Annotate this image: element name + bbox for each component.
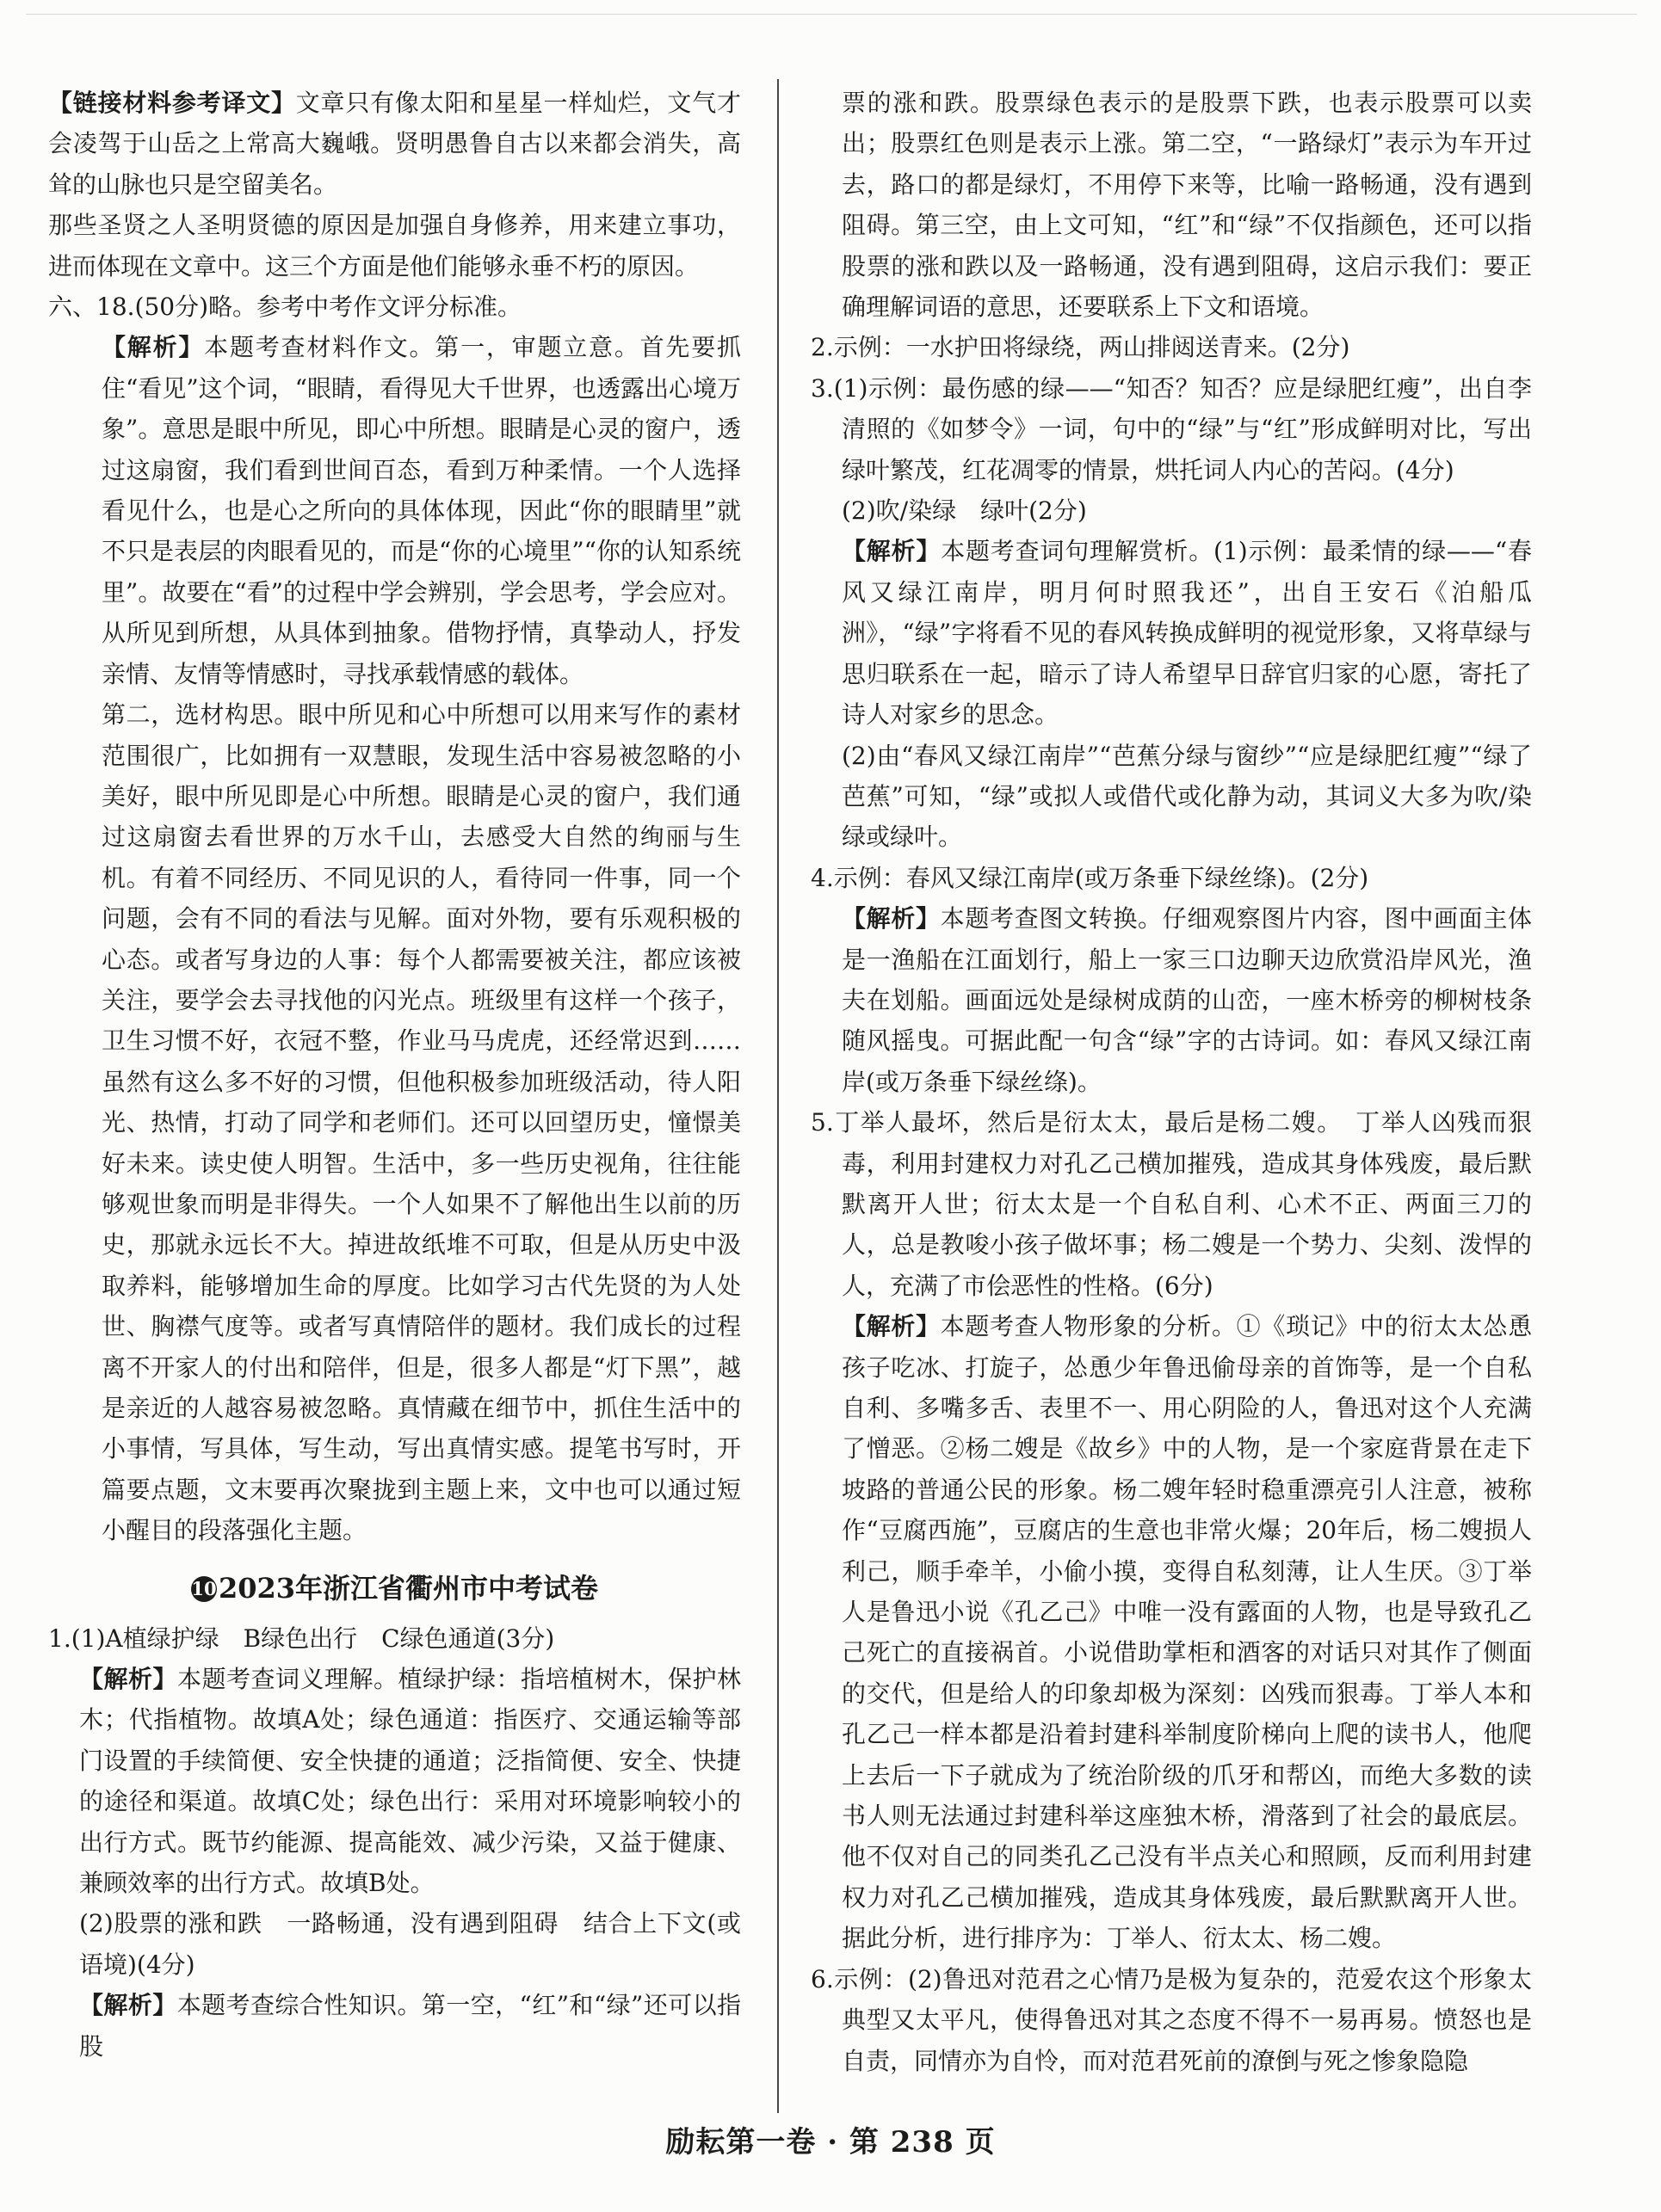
q1-2-analysis <box>48 1985 741 2067</box>
q1-number: 1. <box>48 1624 71 1653</box>
q5-number: 5. <box>811 1108 834 1137</box>
q1-2-analysis-continued: 票的涨和跌。股票绿色表示的是股票下跌，也表示股票可以卖出；股票红色则是表示上涨。第二空，“一路绿灯”表示为车开过去，路口的都是绿灯，不用停下来等，比喻一路畅通，没有遇到阻碍。第三空，由上文可知，“红”和“绿”不仅指颜色，还可以指股票的涨和跌以及一路畅通，没有遇到阻碍，这启示我们：要正确理解词语的意思，还要联系上下文和语境。 <box>842 89 1532 322</box>
q1-1-item <box>48 1618 741 1659</box>
q4-text: 示例：春风又绿江南岸(或万条垂下绿丝绦)。(2分) <box>833 863 1369 892</box>
q4-analysis-text: 本题考查图文转换。仔细观察图片内容，图中画面主体是一渔船在江面划行，船上一家三口边聊天边欣赏沿岸风光，渔夫在划船。画面远处是绿树成荫的山峦，一座木桥旁的柳树枝条随风摇曳。可据此配一句含“绿”字的古诗词。如：春风又绿江南岸(或万条垂下绿丝绦)。 <box>842 904 1532 1096</box>
page-footer: 励耘第一卷 · 第 238 页 <box>665 2125 996 2160</box>
q5-analysis <box>811 1306 1532 1959</box>
top-rule <box>26 14 1637 15</box>
q2-item <box>811 327 1532 367</box>
q6-text: 示例：(2)鲁迅对范君之心情乃是极为复杂的，范爱农这个形象太典型又太平凡，使得鲁迅对其之态度不得不一易再易。愤怒也是自责，同情亦为自怜，而对范君死前的潦倒与死之惨象隐隐 <box>833 1964 1532 2075</box>
section-title <box>48 1563 741 1613</box>
q6-number: 6. <box>811 1964 834 1993</box>
right-column <box>811 83 1532 2081</box>
q1-2-analysis-tag: 【解析】 <box>79 1991 177 2020</box>
q18-analysis-tag: 【解析】 <box>102 333 205 362</box>
q3-analysis-tag: 【解析】 <box>842 537 942 566</box>
q3-1-text: (1)示例：最伤感的绿——“知否？知否？应是绿肥红瘦”，出自李清照的《如梦令》一词，句中的“绿”与“红”形成鲜明对比，写出绿叶繁茂，红花凋零的情景，烘托词人内心的苦闷。(4分) <box>833 373 1532 484</box>
q18-analysis-text-2: 第二，选材构思。眼中所见和心中所想可以用来写作的素材范围很广，比如拥有一双慧眼，发现生活中容易被忽略的小美好，眼中所见即是心中所想。眼睛是心灵的窗户，我们通过这扇窗去看世界的万水千山，去感受大自然的绚丽与生机。有着不同经历、不同见识的人，看待同一件事，同一个问题，会有不同的看法与见解。面对外物，要有乐观积极的心态。或者写身边的人事：每个人都需要被关注，都应该被关注，要学会去寻找他的闪光点。班级里有这样一个孩子，卫生习惯不好，衣冠不整，作业马马虎虎，还经常迟到……虽然有这么多不好的习惯，但他积极参加班级活动，待人阳光、热情，打动了同学和老师们。还可以回望历史，憧憬美好未来。读史使人明智。生活中，多一些历史视角，往往能够观世象而明是非得失。一个人如果不了解他出生以前的历史，那就永远长不大。掉进故纸堆不可取，但是从历史中汲取养料，能够增加生命的厚度。比如学习古代先贤的为人处世、胸襟气度等。或者写真情陪伴的题材。我们成长的过程离不开家人的付出和陪伴，但是，很多人都是“灯下黑”，越是亲近的人越容易被忽略。真情藏在细节中，抓住生活中的小事情，写具体，写生动，写出真情实感。提笔书写时，开篇要点题，文末要再次聚拢到主题上来，文中也可以通过短小醒目的段落强化主题。 <box>102 700 741 1545</box>
q2-text: 示例：一水护田将绿绕，两山排闼送青来。(2分) <box>833 333 1350 362</box>
q18-text: (50分)略。参考中考作文评分标准。 <box>134 293 522 322</box>
q3-analysis-text-2: (2)由“春风又绿江南岸”“芭蕉分绿与窗纱”“应是绿肥红瘦”“绿了芭蕉”可知，“绿”或拟人或借代或化静为动，其词义大多为吹/染绿或绿叶。 <box>842 741 1532 852</box>
q5-analysis-text: 本题考查人物形象的分析。①《琐记》中的衍太太怂恿孩子吃冰、打旋子，怂恿少年鲁迅偷母亲的首饰等，是一个自私自利、多嘴多舌、表里不一、用心阴险的人，鲁迅对这个人充满了憎恶。②杨二嫂是《故乡》中的人物，是一个家庭背景在走下坡路的普通公民的形象。杨二嫂年轻时稳重漂亮引人注意，被称作“豆腐西施”，豆腐店的生意也非常火爆；20年后，杨二嫂损人利己，顺手牵羊，小偷小摸，变得自私刻薄，让人生厌。③丁举人是鲁迅小说《孔乙己》中唯一没有露面的人物，也是导致孔乙己死亡的直接祸首。小说借助掌柜和酒客的对话只对其作了侧面的交代，但是给人的印象却极为深刻：凶残而狠毒。丁举人本和孔乙己一样本都是沿着封建科举制度阶梯向上爬的读书人，他爬上去后一下子就成为了统治阶级的爪牙和帮凶，而绝大多数的读书人则无法通过封建科举这座独木桥，滑落到了社会的最底层。他不仅对自己的同类孔乙己没有半点关心和照顾，反而利用封建权力对孔乙己横加摧残，造成其身体残废，最后默默离开人世。据此分析，进行排序为：丁举人、衍太太、杨二嫂。 <box>842 1312 1532 1953</box>
q18-number: 六、18. <box>48 293 135 322</box>
q3-analysis-text-1: 本题考查词句理解赏析。(1)示例：最柔情的绿——“春风又绿江南岸，明月何时照我还”，出自王安石《泊船瓜洲》，“绿”字将看不见的春风转换成鲜明的视觉形象，又将草绿与思归联系在一起，暗示了诗人希望早日辞官归家的心愿，寄托了诗人对家乡的思念。 <box>842 537 1532 730</box>
q3-2-text: (2)吹/染绿 绿叶(2分) <box>842 496 1087 526</box>
q4-number: 4. <box>811 863 834 892</box>
column-divider <box>777 79 779 2113</box>
section-title-text: 2023年浙江省衢州市中考试卷 <box>218 1571 599 1605</box>
q2-number: 2. <box>811 333 834 362</box>
link-material-text: 文章只有像太阳和星星一样灿烂，文气才会凌驾于山岳之上常高大巍峨。贤明愚鲁自古以来都会消失，高耸的山脉也只是空留美名。 <box>48 89 741 199</box>
q18-analysis-text-1: 本题考查材料作文。第一，审题立意。首先要抓住“看见”这个词，“眼睛，看得见大千世界，也透露出心境万象”。意思是眼中所见，即心中所想。眼睛是心灵的窗户，透过这扇窗，我们看到世间百态，看到万种柔情。一个人选择看见什么，也是心之所向的具体体现，因此“你的眼睛里”就不只是表层的肉眼看见的，而是“你的心境里”“你的认知系统里”。故要在“看”的过程中学会辨别，学会思考，学会应对。从所见到所想，从具体到抽象。借物抒情，真挚动人，抒发亲情、友情等情感时，寻找承载情感的载体。 <box>102 333 741 688</box>
q3-item <box>811 368 1532 490</box>
q1-1-analysis-text: 本题考查词义理解。植绿护绿：指培植树木，保护林木；代指植物。故填A处；绿色通道：指医疗、交通运输等部门设置的手续简便、安全快捷的通道；泛指简便、安全、快捷的途径和渠道。故填C处；绿色出行：采用对环境影响较小的出行方式。既节约能源、提高能效、减少污染，又益于健康、兼顾效率的出行方式。故填B处。 <box>79 1665 741 1898</box>
left-column <box>48 83 741 2067</box>
q18-item <box>48 287 741 327</box>
q1-2-text: (2)股票的涨和跌 一路畅通，没有遇到阻碍 结合上下文(或语境)(4分) <box>79 1909 741 1979</box>
q4-analysis-tag: 【解析】 <box>842 904 941 933</box>
link-material-paragraph <box>48 83 741 205</box>
q18-analysis <box>48 327 741 694</box>
q4-analysis <box>811 898 1532 1102</box>
link-material-tag: 【链接材料参考译文】 <box>48 89 296 117</box>
link-material-paragraph-2: 那些圣贤之人圣明贤德的原因是加强自身修养，用来建立事功，进而体现在文章中。这三个方面是他们能够永垂不朽的原因。 <box>48 211 741 280</box>
section-number-badge: 10 <box>191 1576 217 1602</box>
q5-analysis-tag: 【解析】 <box>842 1312 941 1341</box>
q6-item <box>811 1959 1532 2081</box>
q1-1-analysis-tag: 【解析】 <box>79 1665 177 1694</box>
q1-2-analysis-text: 本题考查综合性知识。第一空，“红”和“绿”还可以指股 <box>79 1991 741 2061</box>
q1-1-analysis <box>48 1659 741 1903</box>
q5-text: 丁举人最坏，然后是衍太太，最后是杨二嫂。 丁举人凶残而狠毒，利用封建权力对孔乙己横加摧残，造成其身体残废，最后默默离开人世；衍太太是一个自私自利、心术不正、两面三刀的人，总是教唆小孩子做坏事；杨二嫂是一个势力、尖刻、泼悍的人，充满了市侩恶性的性格。(6分) <box>833 1108 1532 1300</box>
q4-item <box>811 858 1532 898</box>
q5-item <box>811 1102 1532 1306</box>
q3-number: 3. <box>811 373 834 403</box>
q1-1-text: (1)A植绿护绿 B绿色出行 C绿色通道(3分) <box>71 1624 555 1653</box>
q3-analysis <box>811 531 1532 735</box>
